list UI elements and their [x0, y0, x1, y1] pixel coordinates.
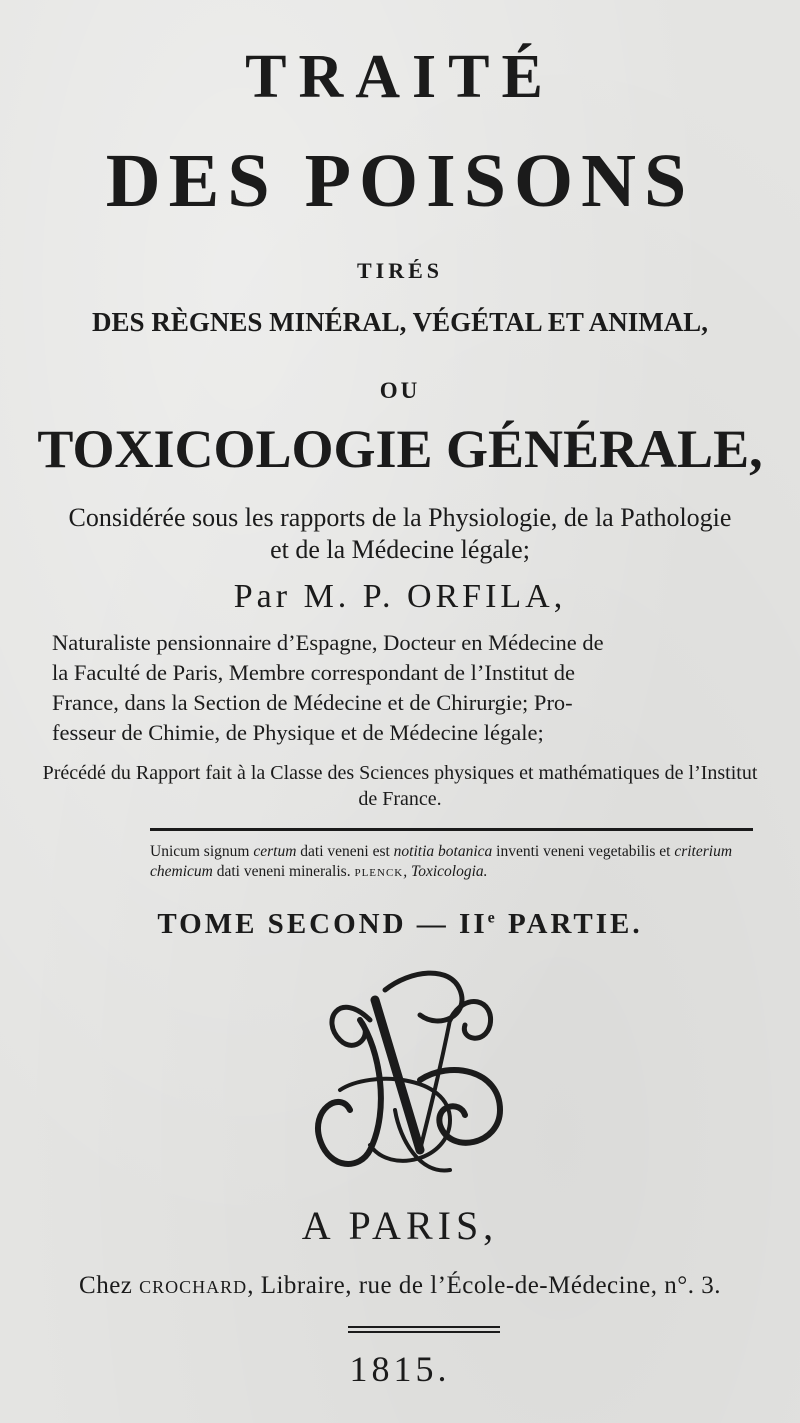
author-par: Par	[233, 578, 292, 615]
credentials	[52, 628, 754, 748]
title-line-1: TRAITÉ	[245, 43, 555, 111]
epigraph-italic: notitia botanica	[393, 843, 493, 860]
preceded-text: Précédé du Rapport fait à la Classe des Sciences physiques et mathématiques de l’Institut de France.	[42, 762, 758, 810]
considered-text: Considérée sous les rapports de la Physiologie, de la Pathologie et de la Médecine légale;	[68, 503, 732, 564]
double-rule-top	[348, 1326, 500, 1328]
epigraph-rule	[150, 828, 753, 831]
publisher-chez: Chez	[79, 1272, 140, 1299]
regnes-line: DES RÈGNES MINÉRAL, VÉGÉTAL ET ANIMAL,	[92, 307, 708, 337]
tome-rest: PARTIE.	[497, 908, 643, 940]
epigraph-text: dati veneni est	[296, 843, 394, 860]
publisher-line	[0, 1272, 800, 1300]
author-name: M. P. ORFILA,	[303, 578, 567, 615]
tome-sup: e	[487, 909, 498, 927]
publication-year: 1815.	[349, 1349, 451, 1389]
tome-line	[0, 908, 800, 941]
epigraph-work: , Toxicologia.	[403, 863, 488, 880]
place: A PARIS,	[301, 1203, 499, 1248]
epigraph-text: dati veneni mineralis.	[212, 863, 355, 880]
tome-text: TOME SECOND — II	[157, 908, 488, 940]
publisher-address: , Libraire, rue de l’École-de-Médecine, n°. 3.	[247, 1272, 721, 1299]
epigraph-italic: criterium chemicum	[150, 843, 733, 880]
credentials-line: Naturaliste pensionnaire d’Espagne, Docteur en Médecine de	[52, 630, 604, 655]
subtitle: TOXICOLOGIE GÉNÉRALE,	[37, 419, 763, 479]
credentials-line: la Faculté de Paris, Membre correspondant de l’Institut de	[52, 660, 575, 685]
epigraph-text: Unicum signum	[150, 843, 254, 860]
credentials-line: France, dans la Section de Médecine et de Chirurgie; Pro-	[52, 690, 573, 715]
epigraph	[150, 842, 760, 883]
author-line	[0, 578, 800, 616]
epigraph-italic: certum	[253, 843, 297, 860]
credentials-line: fesseur de Chimie, de Physique et de Médecine légale;	[52, 720, 544, 745]
epigraph-author: PLENCK	[354, 867, 404, 879]
double-rule-bottom	[348, 1331, 500, 1333]
monogram-ornament	[300, 960, 520, 1190]
publisher-name: CROCHARD	[139, 1277, 248, 1297]
epigraph-text: inventi veneni vegetabilis et	[492, 843, 675, 860]
title-line-2: DES POISONS	[105, 139, 695, 223]
tires-line: TIRÉS	[356, 258, 444, 283]
ou-line: OU	[379, 378, 421, 403]
